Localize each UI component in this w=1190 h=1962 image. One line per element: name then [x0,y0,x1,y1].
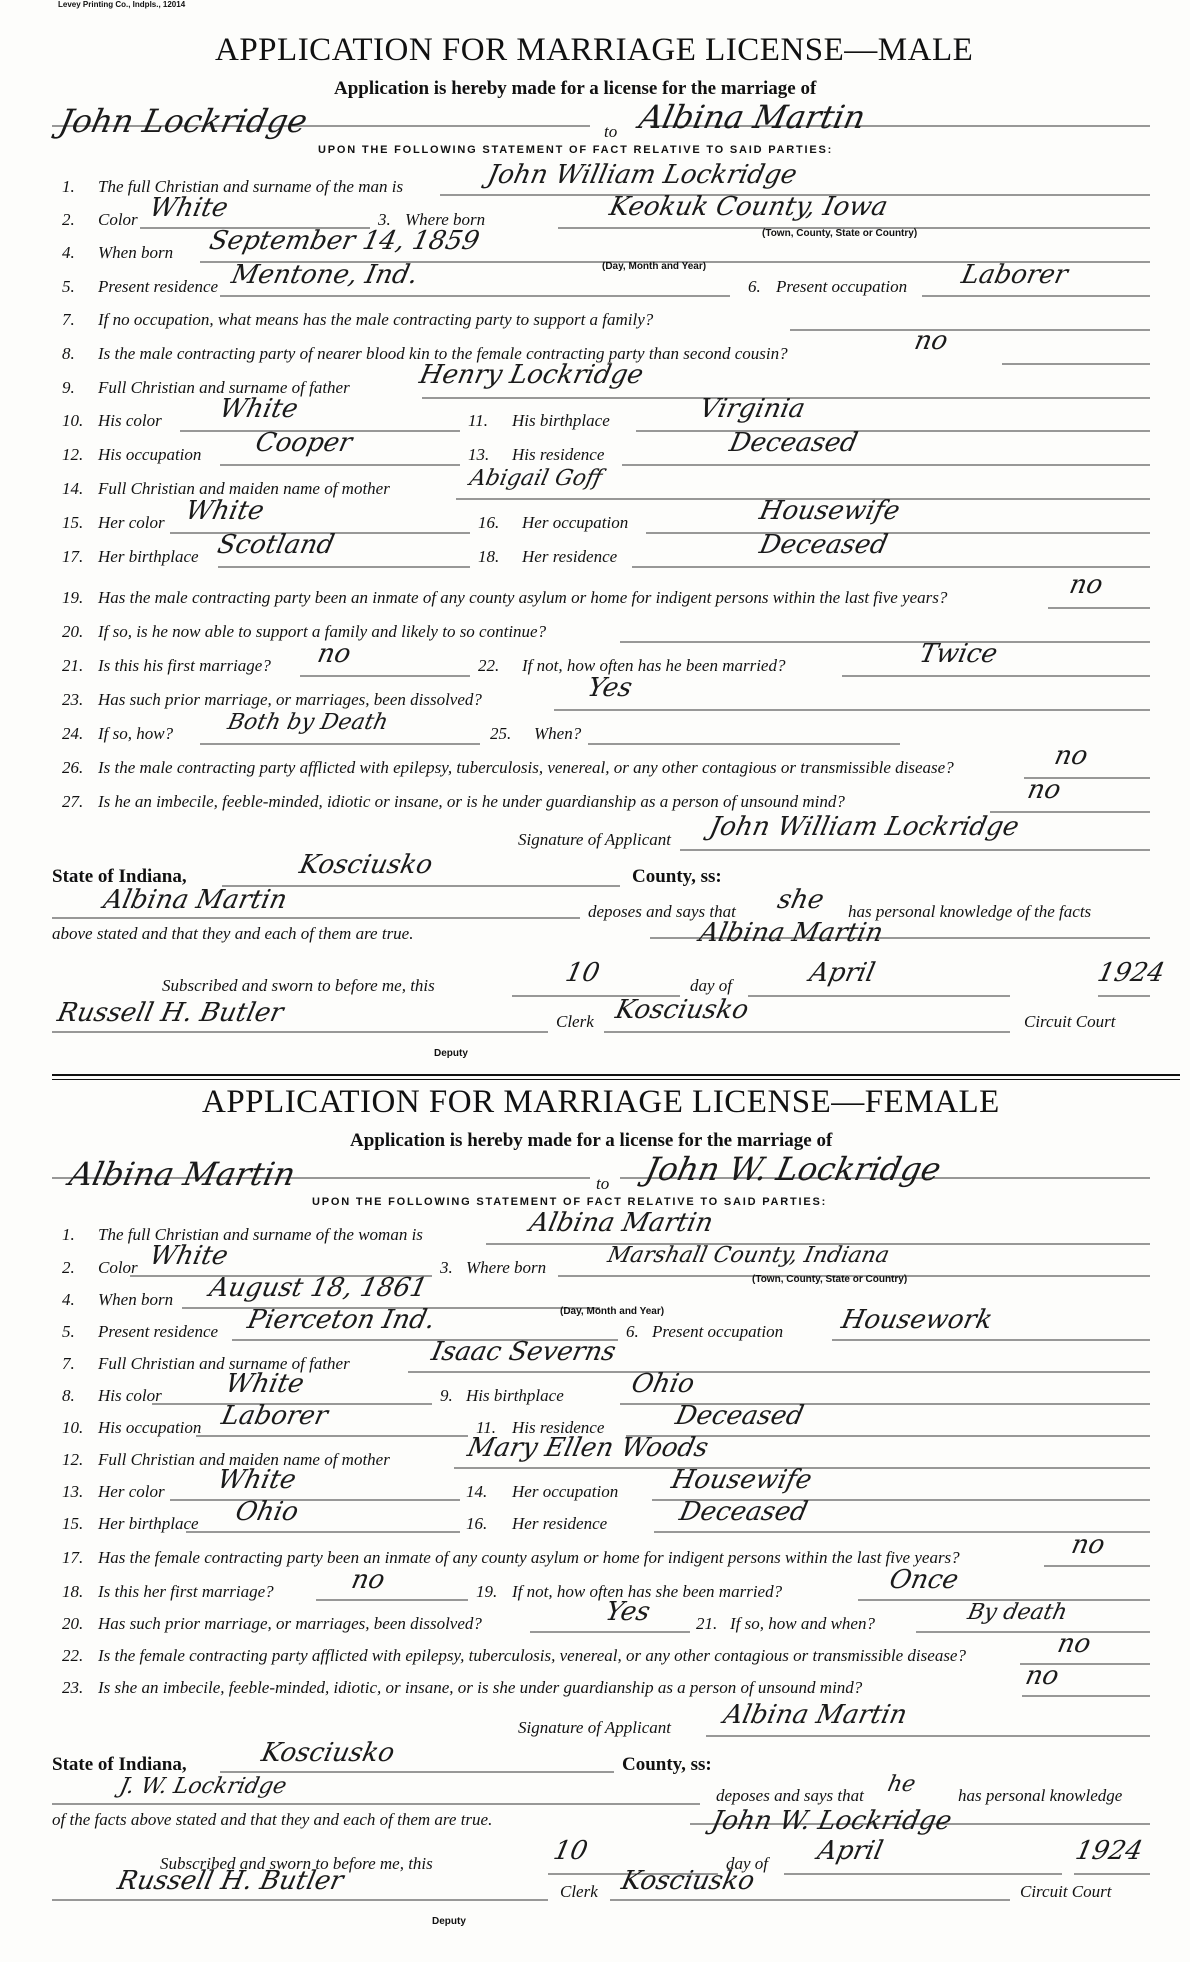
m-q17-answer: Scotland [214,530,337,560]
m-q23-label: Has such prior marriage, or marriages, been dissolved? [98,690,482,709]
f-q20-num: 20. [62,1614,84,1633]
m-q5-label: Present residence [98,277,219,296]
m-q6-label: Present occupation [776,277,908,296]
m-q11-answer: Virginia [696,394,808,424]
m-q13-answer: Deceased [726,428,861,458]
female-state: State of Indiana, [52,1754,187,1775]
m-q19-num: 19. [62,588,84,607]
f-q4-num: 4. [62,1290,75,1309]
m-q4-answer: September 14, 1859 [206,226,483,256]
male-county-label: County, ss: [632,866,722,887]
f-q14-num: 14. [466,1482,488,1501]
m-q2-label: Color [98,210,138,229]
m-q3-num: 3. [378,210,391,229]
m-q7-num: 7. [62,310,75,329]
female-county-name: Kosciusko [258,1738,398,1768]
m-q19-label: Has the male contracting party been an inmate of any county asylum or home for indigent persons within the last five years? [98,588,948,607]
m-q9-num: 9. [62,378,75,397]
f-q23-label: Is she an imbecile, feeble-minded, idiotic, or insane, or is she under guardianship as a person of unsound mind? [98,1678,863,1697]
m-q27-label: Is he an imbecile, feeble-minded, idiotic or insane, or is he under guardianship as a person of unsound mind? [98,792,845,811]
f-q7-label: Full Christian and surname of father [98,1354,350,1373]
m-q21-num: 21. [62,656,84,675]
female-clerk-county: Kosciusko [618,1866,758,1896]
m-q8-label: Is the male contracting party of nearer blood kin to the female contracting party than second cousin? [98,344,788,363]
m-q10-answer: White [216,394,301,424]
male-day-of: day of [690,976,733,995]
female-day: 10 [550,1836,591,1866]
m-q11-num: 11. [468,411,488,430]
male-deputy-name: Russell H. Butler [54,998,287,1028]
m-q4-hint: (Day, Month and Year) [602,261,707,272]
f-q19-num: 19. [476,1582,498,1601]
m-q24-label: If so, how? [98,724,174,743]
f-q3-hint: (Town, County, State or Country) [752,1274,908,1285]
female-year: 1924 [1072,1836,1146,1866]
m-q24-answer: Both by Death [225,710,391,735]
m-q22-label: If not, how often has he been married? [522,656,786,675]
f-q14-answer: Housewife [668,1465,815,1495]
f-q3-answer: Marshall County, Indiana [605,1243,892,1268]
m-q5-answer: Mentone, Ind. [228,260,421,290]
female-bride-name: Albina Martin [65,1155,299,1193]
m-q23-answer: Yes [584,673,635,703]
male-state: State of Indiana, [52,866,187,887]
female-above: of the facts above stated and that they and each of them are true. [52,1810,493,1829]
m-q15-num: 15. [62,513,84,532]
m-q25-num: 25. [490,724,512,743]
f-q2-answer: White [146,1241,231,1271]
f-q6-label: Present occupation [652,1322,784,1341]
f-q19-label: If not, how often has she been married? [512,1582,783,1601]
m-q14-label: Full Christian and maiden name of mother [98,479,390,498]
male-deposes: deposes and says that [588,902,736,921]
f-q23-num: 23. [62,1678,84,1697]
f-q1-label: The full Christian and surname of the woman is [98,1225,423,1244]
female-pronoun: he [885,1772,918,1797]
f-q3-num: 3. [440,1258,453,1277]
female-day-of: day of [726,1854,769,1873]
f-q20-label: Has such prior marriage, or marriages, been dissolved? [98,1614,482,1633]
f-q1-answer: Albina Martin [526,1208,716,1238]
m-q12-answer: Cooper [252,428,355,458]
male-to: to [604,122,618,141]
female-deponent: J. W. Lockridge [117,1774,289,1799]
f-q13-num: 13. [62,1482,84,1501]
f-q18-label: Is this her first marriage? [98,1582,274,1601]
female-signature-label: Signature of Applicant [518,1718,671,1737]
f-q11-answer: Deceased [672,1401,807,1431]
m-q18-answer: Deceased [756,530,891,560]
f-q9-label: His birthplace [466,1386,564,1405]
f-q4-hint: (Day, Month and Year) [560,1306,665,1317]
m-q23-num: 23. [62,690,84,709]
m-q8-answer: no [911,326,951,356]
section-divider [52,1074,1180,1076]
m-q13-label: His residence [512,445,605,464]
male-statement: UPON THE FOLLOWING STATEMENT OF FACT RELATIVE TO SAID PARTIES: [318,144,834,156]
m-q3-hint: (Town, County, State or Country) [762,228,918,239]
f-q10-answer: Laborer [218,1401,331,1431]
female-month: April [814,1836,886,1866]
f-q13-label: Her color [98,1482,165,1501]
f-q11-label: His residence [512,1418,605,1437]
f-q16-num: 16. [466,1514,488,1533]
f-q19-answer: Once [886,1565,962,1595]
m-q27-num: 27. [62,792,84,811]
f-q23-answer: no [1022,1661,1062,1691]
m-q4-num: 4. [62,243,75,262]
f-q5-answer: Pierceton Ind. [244,1305,438,1335]
f-q21-label: If so, how and when? [730,1614,875,1633]
m-q4-label: When born [98,243,174,262]
female-county-label: County, ss: [622,1754,712,1775]
m-q2-answer: White [146,193,231,223]
f-q15-answer: Ohio [232,1497,302,1527]
m-q10-num: 10. [62,411,84,430]
f-q6-answer: Housework [838,1305,996,1335]
female-sworn: Subscribed and sworn to before me, this [160,1854,433,1873]
f-q16-label: Her residence [512,1514,608,1533]
f-q18-num: 18. [62,1582,84,1601]
male-knowledge: has personal knowledge of the facts [848,902,1092,921]
female-deposes: deposes and says that [716,1786,864,1805]
m-q22-answer: Twice [916,639,1001,669]
m-q11-label: His birthplace [512,411,610,430]
f-q13-answer: White [214,1465,299,1495]
m-q9-label: Full Christian and surname of father [98,378,350,397]
m-q16-num: 16. [478,513,500,532]
f-q16-answer: Deceased [676,1497,811,1527]
male-title: APPLICATION FOR MARRIAGE LICENSE—MALE [215,32,974,68]
f-q22-num: 22. [62,1646,84,1665]
male-pronoun: she [774,885,827,915]
m-q18-label: Her residence [522,547,618,566]
male-deputy: Deputy [434,1048,468,1059]
male-month: April [806,958,878,988]
male-day: 10 [562,958,603,988]
male-year: 1924 [1094,958,1168,988]
male-circuit: Circuit Court [1024,1012,1116,1031]
female-intro: Application is hereby made for a license for the marriage of [350,1130,833,1151]
m-q15-answer: White [182,496,267,526]
m-q1-num: 1. [62,177,75,196]
f-q14-label: Her occupation [512,1482,619,1501]
male-intro: Application is hereby made for a license for the marriage of [334,78,817,99]
m-q20-num: 20. [62,622,84,641]
m-q8-num: 8. [62,344,75,363]
f-q10-label: His occupation [98,1418,202,1437]
female-knowledge: has personal knowledge [958,1786,1123,1805]
m-q2-num: 2. [62,210,75,229]
male-county-name: Kosciusko [296,850,436,880]
m-q13-num: 13. [468,445,490,464]
female-circuit: Circuit Court [1020,1882,1112,1901]
male-signature-label: Signature of Applicant [518,830,671,849]
female-clerk: Clerk [560,1882,598,1901]
f-q12-label: Full Christian and maiden name of mother [98,1450,390,1469]
m-q1-label: The full Christian and surname of the man is [98,177,404,196]
f-q1-num: 1. [62,1225,75,1244]
female-to: to [596,1174,610,1193]
f-q15-label: Her birthplace [98,1514,199,1533]
f-q2-num: 2. [62,1258,75,1277]
male-above: above stated and that they and each of them are true. [52,924,414,943]
f-q21-num: 21. [696,1614,718,1633]
f-q15-num: 15. [62,1514,84,1533]
m-q14-answer: Abigail Goff [467,466,605,491]
male-groom-name: John Lockridge [55,102,311,140]
f-q7-num: 7. [62,1354,75,1373]
section-divider-thin [52,1079,1180,1080]
female-signature: Albina Martin [720,1700,910,1730]
f-q12-answer: Mary Ellen Woods [464,1433,711,1463]
female-deponent-signature: John W. Lockridge [708,1806,955,1836]
m-q22-num: 22. [478,656,500,675]
male-clerk-county: Kosciusko [612,995,752,1025]
f-q9-answer: Ohio [628,1369,698,1399]
m-q12-num: 12. [62,445,84,464]
m-q16-label: Her occupation [522,513,629,532]
m-q16-answer: Housewife [756,496,903,526]
f-q17-answer: no [1068,1530,1108,1560]
female-deputy-name: Russell H. Butler [114,1866,347,1896]
female-title: APPLICATION FOR MARRIAGE LICENSE—FEMALE [202,1084,1000,1120]
female-groom-name: John W. Lockridge [641,1150,945,1188]
f-q20-answer: Yes [602,1597,653,1627]
m-q25-label: When? [534,724,582,743]
f-q9-num: 9. [440,1386,453,1405]
m-q6-answer: Laborer [958,260,1071,290]
male-sworn: Subscribed and sworn to before me, this [162,976,435,995]
f-q5-num: 5. [62,1322,75,1341]
m-q26-answer: no [1051,741,1091,771]
m-q18-num: 18. [478,547,500,566]
f-q5-label: Present residence [98,1322,219,1341]
m-q26-num: 26. [62,758,84,777]
female-statement: UPON THE FOLLOWING STATEMENT OF FACT RELATIVE TO SAID PARTIES: [312,1196,828,1208]
m-q5-num: 5. [62,277,75,296]
f-q2-label: Color [98,1258,138,1277]
f-q8-answer: White [222,1369,307,1399]
f-q3-label: Where born [466,1258,547,1277]
m-q12-label: His occupation [98,445,202,464]
f-q22-label: Is the female contracting party afflicted with epilepsy, tuberculosis, venereal, or any other contagious or transmissible disease? [98,1646,966,1665]
m-q21-label: Is this his first marriage? [98,656,271,675]
f-q7-answer: Isaac Severns [428,1337,619,1367]
m-q17-label: Her birthplace [98,547,199,566]
f-q4-label: When born [98,1290,174,1309]
f-q18-answer: no [348,1565,388,1595]
m-q10-label: His color [98,411,162,430]
m-q14-num: 14. [62,479,84,498]
m-q27-answer: no [1024,775,1064,805]
f-q8-num: 8. [62,1386,75,1405]
male-bride-name: Albina Martin [635,98,869,136]
m-q20-label: If so, is he now able to support a family and likely to so continue? [98,622,547,641]
f-q17-num: 17. [62,1548,84,1567]
male-signature: John William Lockridge [706,812,1022,842]
f-q17-label: Has the female contracting party been an inmate of any county asylum or home for indigent persons within the last five years? [98,1548,960,1567]
f-q11-num: 11. [476,1418,496,1437]
m-q9-answer: Henry Lockridge [416,360,647,390]
m-q24-num: 24. [62,724,84,743]
m-q7-label: If no occupation, what means has the male contracting party to support a family? [98,310,654,329]
male-deponent: Albina Martin [100,885,290,915]
m-q15-label: Her color [98,513,165,532]
m-q3-answer: Keokuk County, Iowa [606,192,891,222]
f-q4-answer: August 18, 1861 [206,1273,430,1303]
male-clerk: Clerk [556,1012,594,1031]
f-q10-num: 10. [62,1418,84,1437]
m-q1-answer: John William Lockridge [484,160,800,190]
female-deputy: Deputy [432,1916,466,1927]
printer-imprint: Levey Printing Co., Indpls., 12014 [58,0,186,9]
f-q6-num: 6. [626,1322,639,1341]
m-q17-num: 17. [62,547,84,566]
m-q21-answer: no [314,639,354,669]
m-q26-label: Is the male contracting party afflicted with epilepsy, tuberculosis, venereal, or any other contagious or transmissible disease? [98,758,954,777]
f-q12-num: 12. [62,1450,84,1469]
f-q21-answer: By death [965,1600,1070,1625]
m-q3-label: Where born [405,210,486,229]
m-q19-answer: no [1066,570,1106,600]
m-q6-num: 6. [748,277,761,296]
male-deponent-signature: Albina Martin [696,918,886,948]
f-q8-label: His color [98,1386,162,1405]
f-q22-answer: no [1054,1629,1094,1659]
